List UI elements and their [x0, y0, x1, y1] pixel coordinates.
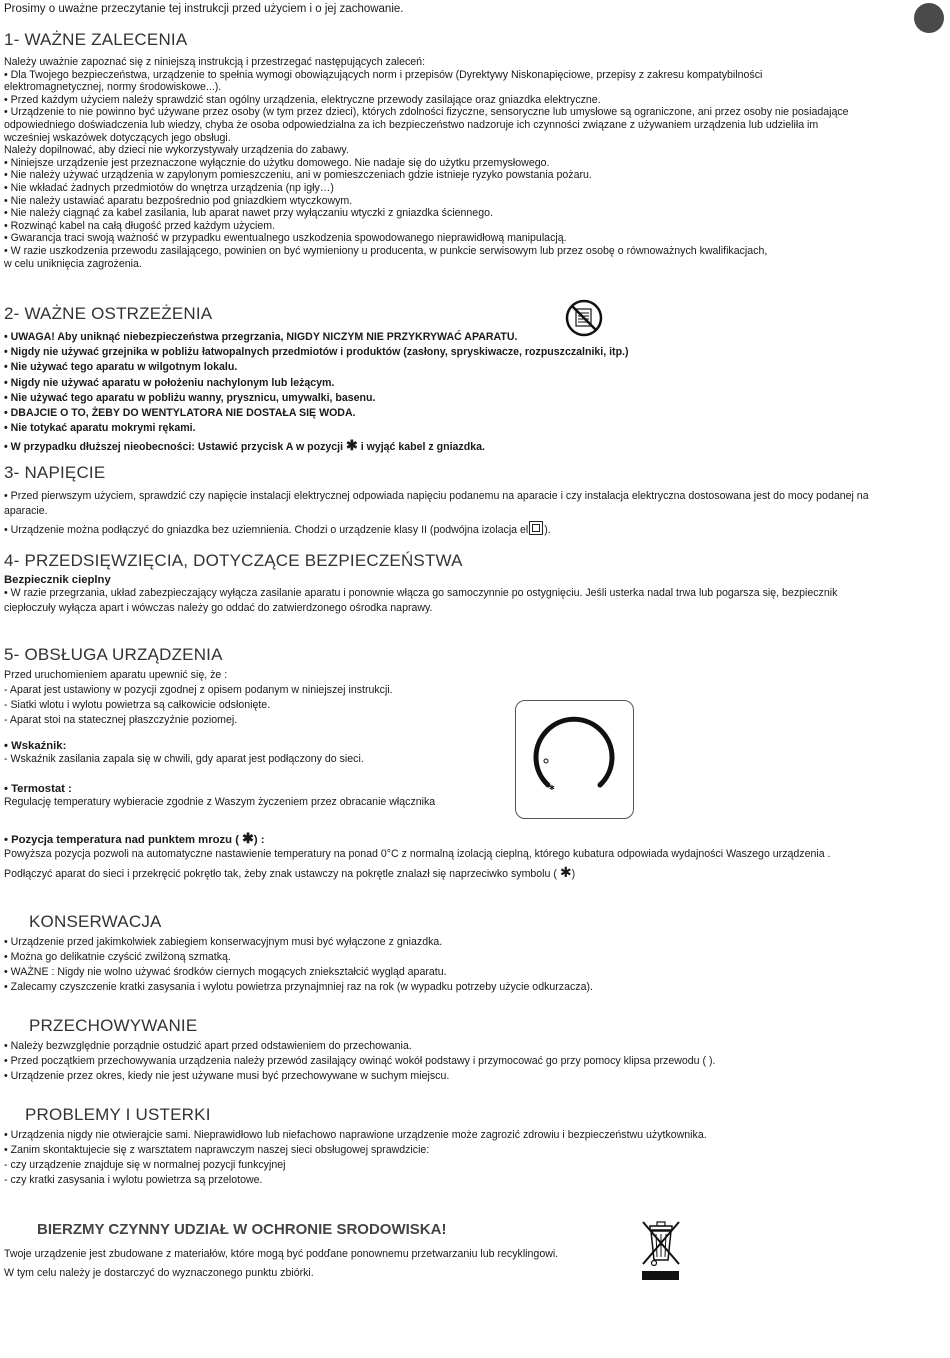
s2-line: • Nie totykać aparatu mokrymi rękami. — [4, 422, 196, 435]
troubleshooting-line: - czy urządzenie znajduje się w normalnej pozycji funkcyjnej — [4, 1159, 286, 1171]
s2-last-b: i wyjąć kabel z gniazdka. — [357, 441, 485, 454]
intro-text: Prosimy o uważne przeczytanie tej instrukcji przed użyciem i o jej zachowanie. — [4, 3, 404, 15]
svg-text:✱: ✱ — [549, 785, 555, 792]
s1-line: odpowiedniego doświadczenia lub wiedzy, chyba że osoba odpowiedzialna za ich bezpieczeństwo nadzoruje ich czynności związane z używaniem urządzenia lub udzieliła im — [4, 118, 819, 131]
section-maintenance — [4, 912, 940, 995]
thermostat-dial-icon — [515, 700, 634, 819]
troubleshooting-line: - czy kratki zasysania i wylotu powietrza są przelotowe. — [4, 1174, 263, 1186]
double-square-class-ii-icon — [529, 521, 543, 535]
s4-line: ciepłoczuły wyłącza apart i wówczas należy go oddać do zatwierdzonego ośrodka naprawy. — [4, 602, 433, 614]
storage-line: • Należy bezwzględnie porządnie ostudzić apart przed odstawieniem do przechowania. — [4, 1040, 412, 1052]
s2-line: • DBAJCIE O TO, ŻEBY DO WENTYLATORA NIE DOSTAŁA SIĘ WODA. — [4, 407, 356, 420]
environment-line: Twoje urządzenie jest zbudowane z materiałów, które mogą być podďane ponownemu przetwarzaniu lub recyklingowi. — [4, 1248, 559, 1260]
s5-line: - Siatki wlotu i wylotu powietrza są całkowicie odsłonięte. — [4, 699, 271, 711]
s2-line: • Nie używać tego aparatu w pobliżu wanny, prysznicu, umywalki, basenu. — [4, 391, 376, 404]
maintenance-line: • Zalecamy czyszczenie kratki zasysania i wylotu powietrza przynajmniej raz na rok (w wypadku potrzeby użycie odkurzacza). — [4, 981, 593, 993]
dial-ring-icon — [516, 701, 633, 818]
section-5-title: 5- OBSŁUGA URZĄDZENIA — [4, 645, 223, 664]
section-troubleshooting — [4, 1105, 940, 1188]
maintenance-line: • Urządzenie przed jakimkolwiek zabiegiem konserwacyjnym musi być wyłączone z gniazdka. — [4, 936, 443, 948]
s1-line: wcześniej wskazówek dotyczących jego obsługi. — [4, 131, 231, 144]
indicator-text: - Wskaźnik zasilania zapala się w chwili, gdy aparat jest podłączony do sieci. — [4, 753, 364, 765]
s2-last-a: • W przypadku dłuższej nieobecności: Ustawić przycisk A w pozycji — [4, 441, 347, 454]
s2-line: • UWAGA! Aby uniknąć niebezpieczeństwa przegrzania, NIGDY NICZYM NIE PRZYKRYWAĆ APARATU. — [4, 331, 518, 343]
s1-line: • Gwarancja traci swoją ważność w przypadku ewentualnego uszkodzenia spowodowanego nieprawidłową manipulacją. — [4, 232, 567, 245]
s2-line: • Nie używać tego aparatu w wilgotnym lokalu. — [4, 361, 238, 374]
maintenance-line: • Można go delikatnie czyścić zwilżoną szmatką. — [4, 951, 231, 963]
storage-title: PRZECHOWYWANIE — [29, 1016, 198, 1035]
crossed-out-bin-icon — [640, 1220, 682, 1282]
s2-line: • Nigdy nie używać grzejnika w pobliżu łatwopalnych przedmiotów i produktów (zasłony, spryskiwacze, rozpuszczalniki, itp.) — [4, 346, 629, 359]
s1-line: w celu uniknięcia zagrożenia. — [4, 257, 142, 270]
section-environment — [4, 1221, 624, 1282]
indicator-title: • Wskaźnik: — [4, 740, 67, 752]
s2-line: • Nigdy nie używać aparatu w położeniu nachylonym lub leżącym. — [4, 376, 335, 389]
s1-line: • Dla Twojego bezpieczeństwa, urządzenie to spełnia wymogi obowiązujących norm i przepisów (Dyrektywy Niskonapięciowe, przepisy z zakresu kompatybilności — [4, 68, 763, 81]
s1-line: • Nie należy używać urządzenia w zapylonym pomieszczeniu, ani w pomieszczeniach gdzie istnieje ryzyko powstania pożaru. — [4, 169, 592, 182]
snowflake-icon: ✱ — [242, 830, 254, 846]
s5-line: - Aparat jest ustawiony w pozycji zgodnej z opisem podanym w niniejszej instrukcji. — [4, 684, 393, 696]
section-storage — [4, 1016, 940, 1084]
s1-line: • Nie należy ciągnąć za kabel zasilania, lub aparat nawet przy wyłączaniu wtyczki z gniazdka ściennego. — [4, 207, 493, 220]
environment-line: W tym celu należy je dostarczyć do wyznaczonego punktu zbiórki. — [4, 1267, 314, 1279]
thermostat-title: • Termostat : — [4, 783, 72, 795]
troubleshooting-line: • Zanim skontaktujecie się z warsztatem naprawczym naszej sieci obsługowej sprawdzicie: — [4, 1144, 430, 1156]
section-3-title: 3- NAPIĘCIE — [4, 463, 106, 482]
s1-line: • W razie uszkodzenia przewodu zasilającego, powinien on być wymieniony u producenta, w punkcie serwisowym lub przez osobę o równoważnych kwalifikacjach, — [4, 244, 768, 257]
frost-line — [4, 865, 940, 882]
section-device-operation — [4, 645, 940, 882]
section-important-recommendations — [4, 30, 940, 270]
section-important-warnings — [4, 304, 940, 456]
snowflake-icon: ✱ — [559, 864, 572, 880]
storage-line: • Urządzenie przez okres, kiedy nie jest używane musi być przechowywane w suchym miejscu. — [4, 1070, 450, 1082]
s1-line: • Nie wkładać żadnych przedmiotów do wnętrza urządzenia (np igły…) — [4, 181, 334, 194]
section-voltage — [4, 463, 940, 538]
s5-line: Przed uruchomieniem aparatu upewnić się, że : — [4, 669, 228, 681]
s1-line: • Rozwinąć kabel na całą długość przed każdym użyciem. — [4, 219, 276, 232]
thermal-fuse-subtitle: Bezpiecznik cieplny — [4, 574, 111, 586]
s3-line3-a: • Urządzenie można podłączyć do gniazdka bez uziemnienia. Chodzi o urządzenie klasy II (podwójna izolacja el — [4, 524, 529, 536]
s3-line3-b: ). — [544, 524, 551, 536]
maintenance-line: • WAŻNE : Nigdy nie wolno używać środków ciernych mogących zniekształcić wygląd aparatu. — [4, 966, 447, 978]
s1-line: • Niniejsze urządzenie jest przeznaczone wyłącznie do użytku domowego. Nie nadaje się do użytku przemysłowego. — [4, 156, 550, 169]
frost-title-b: ) : — [253, 834, 265, 846]
section-safety-measures — [4, 551, 940, 616]
troubleshooting-line: • Urządzenia nigdy nie otwierajcie sami. Nieprawidłowo lub niefachowo naprawione urządzenie może zagrozić zdrowiu i bezpieczeństwu użytkownika. — [4, 1129, 707, 1141]
s3-class-line — [4, 521, 940, 538]
frost-position-title — [4, 830, 940, 847]
s1-line: elektromagnetycznej, normy środowiskowe...). — [4, 81, 222, 94]
snowflake-icon: ✱ — [346, 437, 358, 454]
environment-title: BIERZMY CZYNNY UDZIAŁ W OCHRONIE SRODOWISKA! — [37, 1221, 447, 1238]
s1-line: Należy dopilnować, aby dzieci nie wykorzystywały urządzenia do zabawy. — [4, 144, 349, 157]
troubleshooting-title: PROBLEMY I USTERKI — [25, 1105, 211, 1124]
frost-line2-a: Podłączyć aparat do sieci i przekręcić pokrętło tak, żeby znak ustawczy na pokrętle znalazł się naprzeciwko symbolu ( — [4, 868, 560, 880]
section-1-title: 1- WAŻNE ZALECENIA — [4, 30, 188, 49]
frost-line2-b: ) — [571, 868, 576, 880]
s5-line: - Aparat stoi na statecznej płaszczyźnie poziomej. — [4, 714, 238, 726]
s1-line: • Nie należy ustawiać aparatu bezpośrednio pod gniazdkiem wtyczkowym. — [4, 194, 353, 207]
s3-line: aparacie. — [4, 505, 48, 517]
section-4-title: 4- PRZEDSIĘWZIĘCIA, DOTYCZĄCE BEZPIECZEŃSTWA — [4, 551, 463, 570]
page-marker-dot — [914, 3, 944, 33]
s3-line: • Przed pierwszym użyciem, sprawdzić czy napięcie instalacji elektrycznej odpowiada napięciu podanemu na aparacie i czy instalacja elektryczna dostosowana jest do mocy podanej na — [4, 490, 869, 502]
do-not-cover-icon — [564, 298, 604, 338]
s2-last-line — [4, 438, 940, 455]
s4-line: • W razie przegrzania, układ zabezpieczający wyłącza zasilanie aparatu i ponownie włącza go samoczynnie po ostygnięciu. Jeśli usterka nadal trwa lub pogarsza się, bezpiecznik — [4, 587, 838, 599]
thermostat-text: Regulację temperatury wybieracie zgodnie z Waszym życzeniem przez obracanie włącznika — [4, 796, 436, 808]
frost-title-a: • Pozycja temperatura nad punktem mrozu ( — [4, 834, 243, 846]
s1-line: • Urządzenie to nie powinno być używane przez osoby (w tym przez dzieci), których zdolności fizyczne, sensoryczne lub umysłowe są ograniczone, ani przez osoby nie posiadające — [4, 106, 849, 119]
s1-line: • Przed każdym użyciem należy sprawdzić stan ogólny urządzenia, elektryczne przewody zasilające oraz gniazdka elektryczne. — [4, 93, 601, 106]
section-2-title: 2- WAŻNE OSTRZEŻENIA — [4, 304, 213, 323]
storage-line: • Przed początkiem przechowywania urządzenia należy przewód zasilający owinąć wokół podstawy i przymocować go przy pomocy klipsa przewodu ( ). — [4, 1055, 716, 1067]
maintenance-title: KONSERWACJA — [29, 912, 162, 931]
frost-line: Powyższa pozycja pozwoli na automatyczne nastawienie temperatury na ponad 0°C z normalną izolacją cieplną, którego kubatura odpowiada wydajności Waszego urządzenia . — [4, 848, 831, 860]
s1-line: Należy uważnie zapoznać się z niniejszą instrukcją i przestrzegać następujących zaleceń: — [4, 56, 426, 68]
